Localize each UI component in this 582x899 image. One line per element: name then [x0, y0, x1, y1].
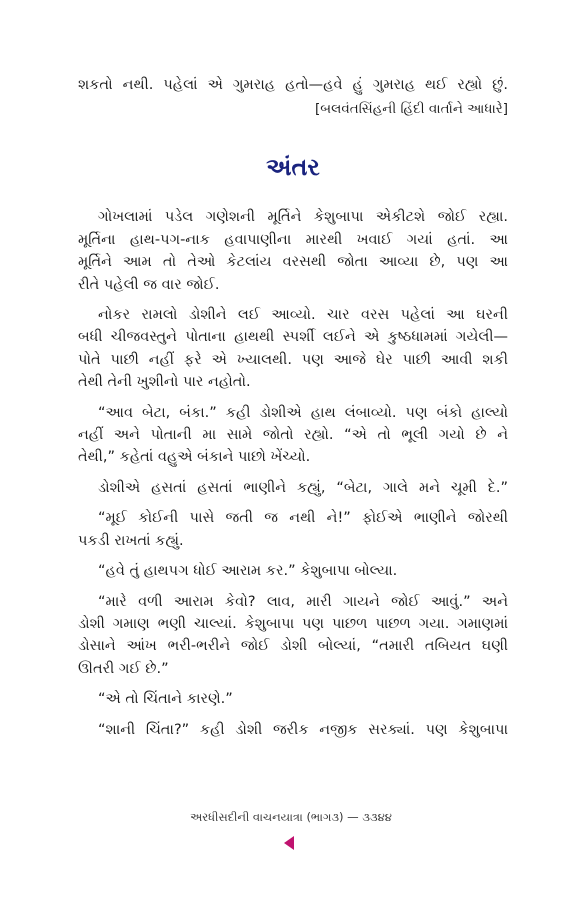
paragraph-line: “શાની ચિંતા?” કહી ડોશી જરીક નજીક સરક્યાં. પણ કેશુબાપા: [98, 721, 508, 738]
paragraph-3: [78, 402, 508, 469]
paragraph-line: બધી ચીજવસ્તુને પોતાના હાથથી સ્પર્શી લઈને એ કુષ્ઠધામમાં ગયેલી—: [78, 329, 508, 346]
paragraph-line: “આવ બેટા, બંકા.” કહી ડોશીએ હાથ લંબાવ્યો. પણ બંકો હાલ્યો: [98, 404, 508, 421]
opening-line: શકતો નથી. પહેલાં એ ગુમરાહ હતો—હવે હું ગુમરાહ થઈ રહ્યો છું.: [78, 77, 508, 93]
paragraph-4: [78, 477, 508, 499]
paragraph-8: [78, 688, 508, 710]
paragraph-line: ઊતરી ગઈ છે.”: [78, 660, 169, 677]
paragraph-line: ડોશી ગમાણ ભણી ચાલ્યાં. કેશુબાપા પણ પાછળ પાછળ ગયા. ગમાણમાં: [78, 615, 508, 632]
paragraph-5: [78, 507, 508, 552]
paragraph-line: ડોશીએ હસતાં હસતાં ભાણીને કહ્યું, “બેટા, ગાલે મને ચૂમી દે.”: [98, 479, 508, 496]
paragraph-line: ડોસાને આંખ ભરી-ભરીને જોઈ ડોશી બોલ્યાં, “તમારી તબિયત ઘણી: [78, 638, 508, 655]
paragraph-line: “મારે વળી આરામ કેવો? લાવ, મારી ગાયને જોઈ આવું.” અને: [98, 593, 508, 610]
paragraph-1: [78, 206, 508, 296]
attribution: [બલવંતસિંહની હિંદી વાર્તાને આધારે]: [315, 101, 508, 118]
paragraph-line: ગોખલામાં પડેલ ગણેશની મૂર્તિને કેશુબાપા એકીટશે જોઈ રહ્યા.: [98, 209, 508, 226]
paragraph-line: મૂર્તિને આમ તો તેઓ કેટલાંય વરસથી જોતા આવ્યા છે, પણ આ: [78, 254, 508, 271]
paragraph-line: તેથી તેની ખુશીનો પાર નહોતો.: [78, 374, 251, 391]
paragraph-line: તેથી,” કહેતાં વહુએ બંકાને પાછો ખેંચ્યો.: [78, 449, 311, 466]
paragraph-6: [78, 560, 508, 582]
paragraph-line: “હવે તું હાથપગ ધોઈ આરામ કર.” કેશુબાપા બોલ્યા.: [98, 563, 398, 580]
paragraph-2: [78, 304, 508, 394]
page-body: [78, 74, 508, 749]
page-footer: અરધીસદીની વાચનયાત્રા (ભાગ૩) — ૩૩૪૪: [190, 810, 392, 824]
paragraph-9: [78, 719, 508, 741]
paragraph-line: નહીં અને પોતાની મા સામે જોતો રહ્યો. “એ તો ભૂલી ગયો છે ને: [78, 427, 508, 444]
triangle-left-icon[interactable]: [284, 836, 294, 850]
paragraph-line: “એ તો ચિંતાને કારણે.”: [98, 691, 233, 708]
paragraph-line: “મૂઈ કોઈની પાસે જતી જ નથી ને!” ફોઈએ ભાણીને જોરથી: [98, 510, 508, 527]
paragraph-line: પકડી રાખતાં કહ્યું.: [78, 532, 184, 549]
paragraph-line: નોકર રામલો ડોશીને લઈ આવ્યો. ચાર વરસ પહેલાં આ ઘરની: [98, 307, 508, 324]
paragraph-line: મૂર્તિના હાથ-પગ-નાક હવાપાણીના મારથી ખવાઈ ગયાં હતાં. આ: [78, 231, 508, 248]
paragraph-line: રીતે પહેલી જ વાર જોઈ.: [78, 276, 220, 293]
story-title: અંતર: [266, 153, 320, 182]
paragraph-7: [78, 591, 508, 681]
paragraph-line: પોતે પાછી નહીં ફરે એ ખ્યાલથી. પણ આજે ઘેર પાછી આવી શકી: [78, 351, 508, 368]
